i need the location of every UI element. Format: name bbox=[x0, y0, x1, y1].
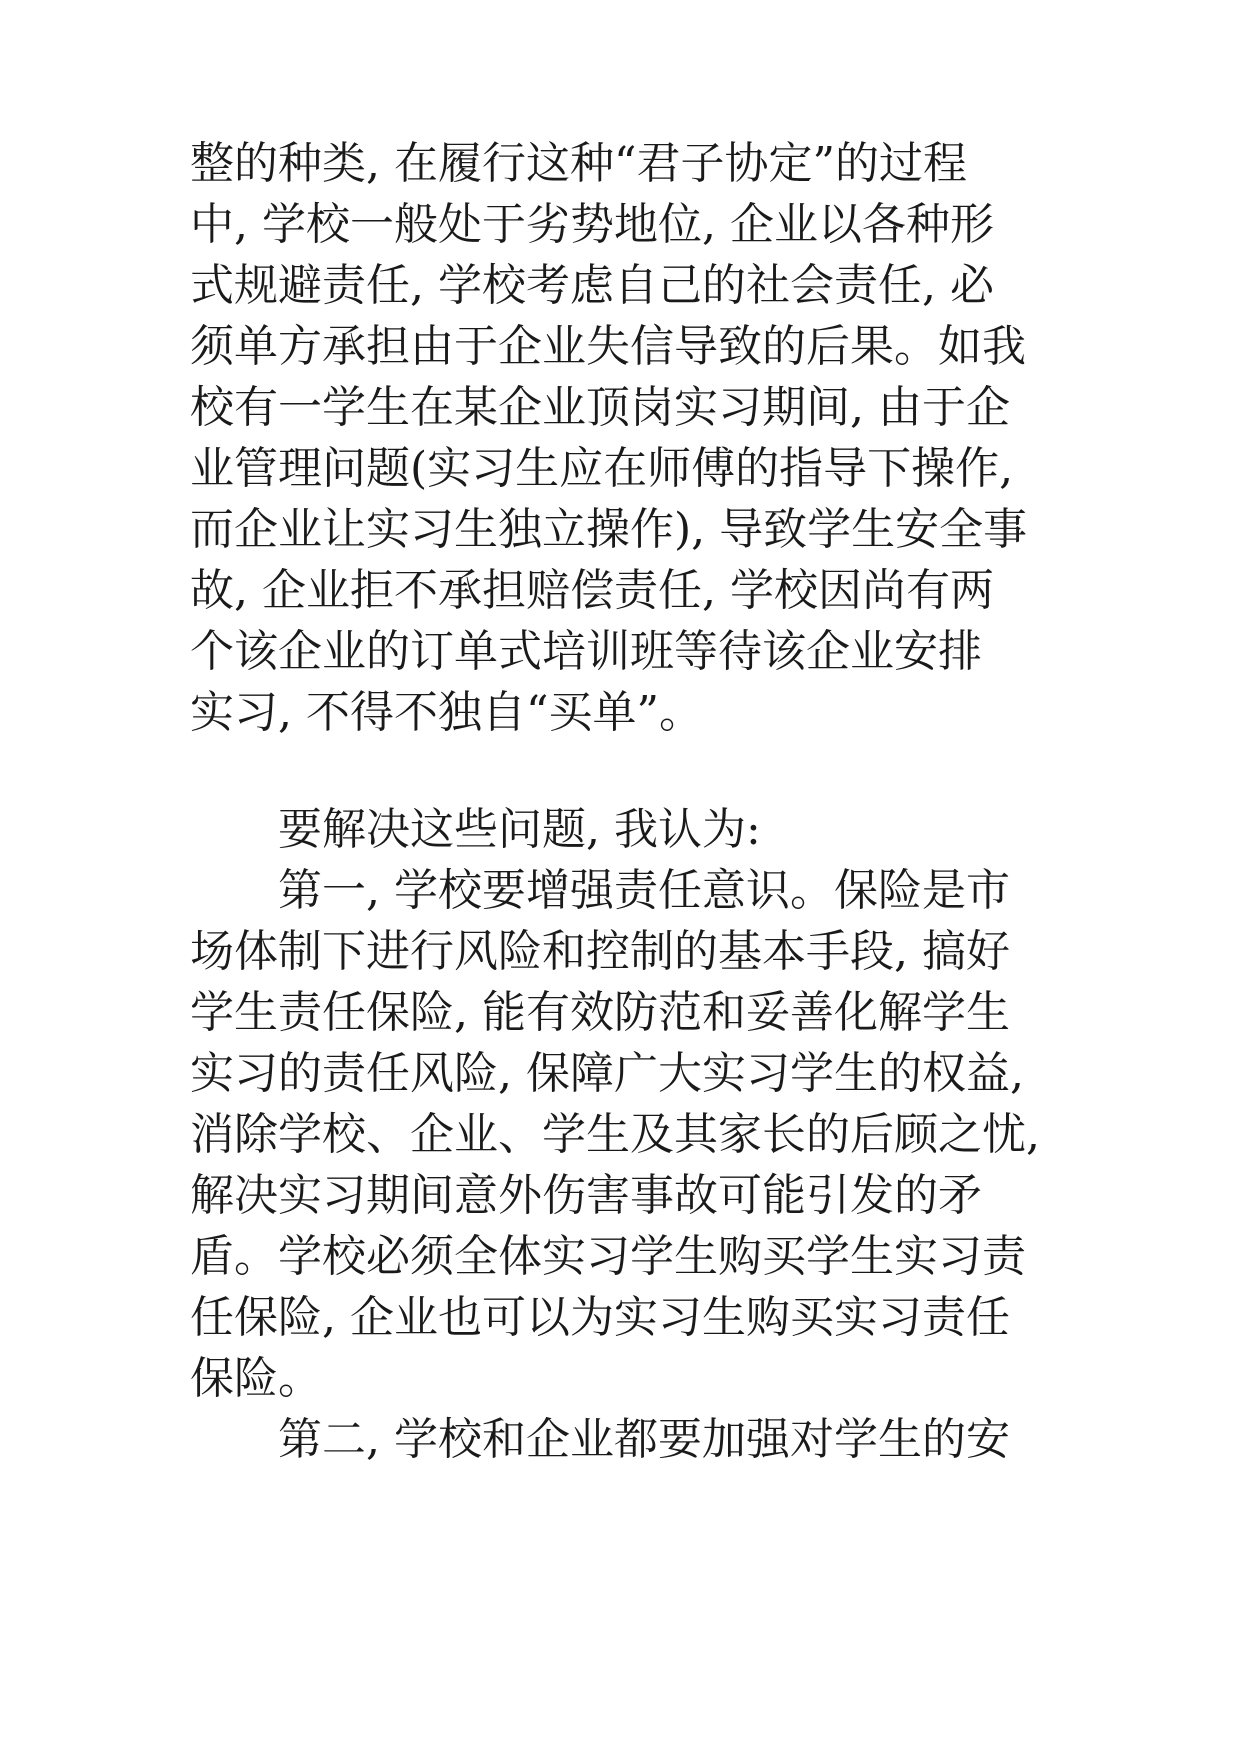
paragraph-line: 业管理问题(实习生应在师傅的指导下操作, bbox=[190, 443, 1014, 494]
paragraph-line: 须单方承担由于企业失信导致的后果。如我 bbox=[190, 321, 1026, 372]
paragraph-line: 学生责任保险, 能有效防范和妥善化解学生 bbox=[190, 987, 1010, 1038]
paragraph-line: 校有一学生在某企业顶岗实习期间, 由于企 bbox=[190, 382, 1010, 433]
paragraph-line: 第二, 学校和企业都要加强对学生的安 bbox=[278, 1414, 1010, 1465]
paragraph-line: 保险。 bbox=[190, 1353, 322, 1404]
paragraph-line: 个该企业的订单式培训班等待该企业安排 bbox=[190, 626, 982, 677]
paragraph-line: 消除学校、企业、学生及其家长的后顾之忧, bbox=[190, 1109, 1040, 1160]
paragraph-line: 而企业让实习生独立操作), 导致学生安全事 bbox=[190, 504, 1028, 555]
paragraph-line: 场体制下进行风险和控制的基本手段, 搞好 bbox=[190, 926, 1010, 977]
paragraph-line: 实习, 不得不独自“买单”。 bbox=[190, 687, 703, 738]
paragraph-line: 第一, 学校要增强责任意识。保险是市 bbox=[278, 865, 1010, 916]
paragraph-line: 整的种类, 在履行这种“君子协定”的过程 bbox=[190, 138, 967, 189]
paragraph-line: 实习的责任风险, 保障广大实习学生的权益, bbox=[190, 1048, 1024, 1099]
paragraph-line: 式规避责任, 学校考虑自己的社会责任, 必 bbox=[190, 260, 994, 311]
paragraph-line: 中, 学校一般处于劣势地位, 企业以各种形 bbox=[190, 199, 994, 250]
paragraph-line: 故, 企业拒不承担赔偿责任, 学校因尚有两 bbox=[190, 565, 994, 616]
paragraph-line: 解决实习期间意外伤害事故可能引发的矛 bbox=[190, 1170, 982, 1221]
paragraph-line: 任保险, 企业也可以为实习生购买实习责任 bbox=[190, 1292, 1010, 1343]
paragraph-intro: 要解决这些问题, 我认为: bbox=[278, 804, 761, 855]
paragraph-line: 盾。学校必须全体实习学生购买学生实习责 bbox=[190, 1231, 1026, 1282]
